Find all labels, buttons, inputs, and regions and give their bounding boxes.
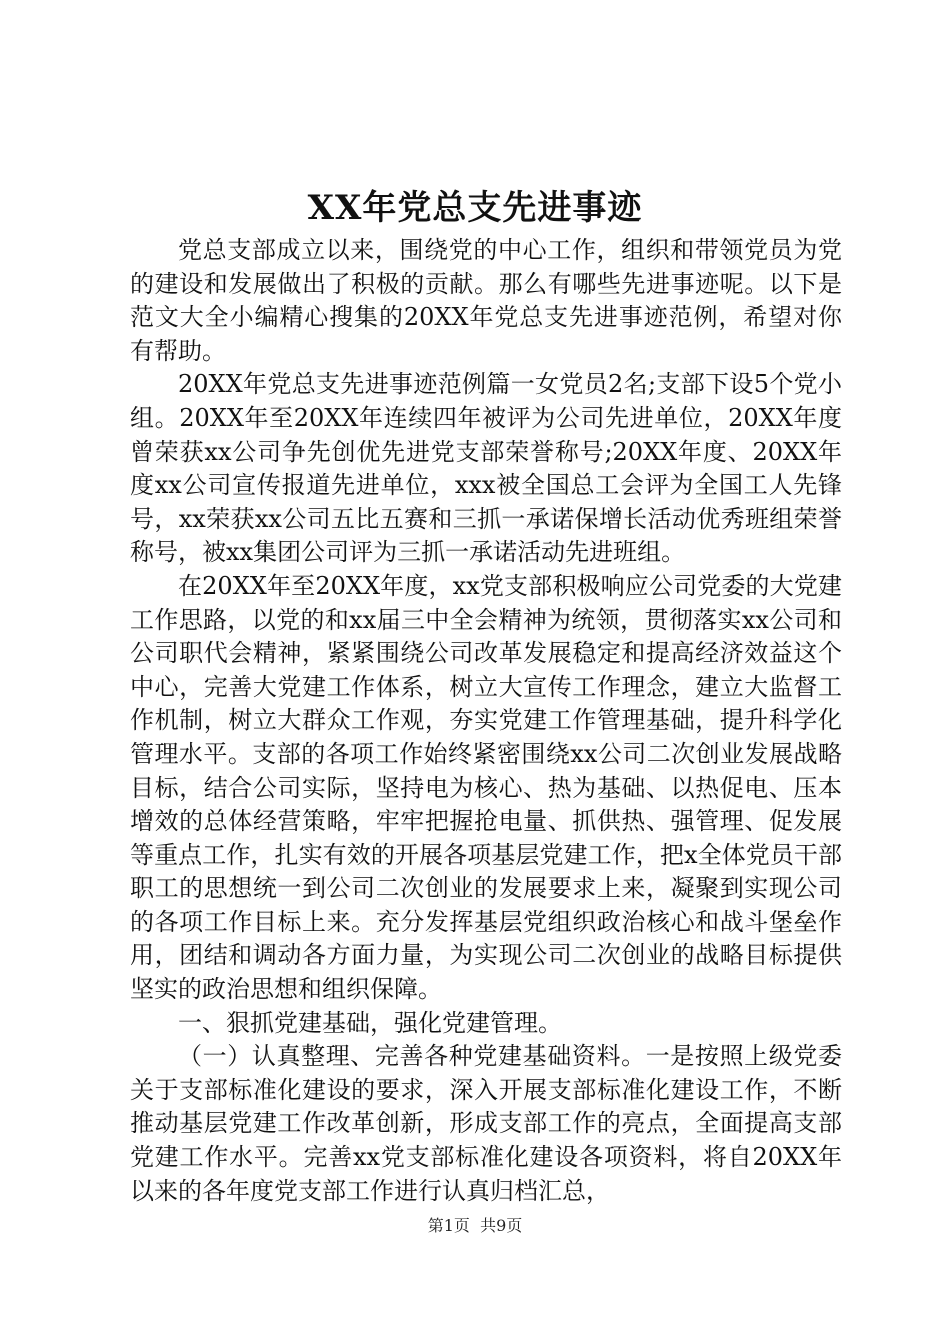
paragraph-intro: 党总支部成立以来，围绕党的中心工作，组织和带领党员为党的建设和发展做出了积极的贡献。那么有哪些先进事迹呢。以下是范文大全小编精心搜集的20XX年党总支先进事迹范例，希望对你有帮助。 — [130, 236, 842, 365]
document-title: XX年党总支先进事迹 — [307, 188, 643, 228]
section-heading-one: 一、狠抓党建基础，强化党建管理。 — [178, 1008, 562, 1037]
page-number-footer: 第1页 共9页 — [427, 1216, 523, 1235]
paragraph-example-one: 20XX年党总支先进事迹范例篇一女党员2名;支部下设5个党小组。20XX年至20XX年连续四年被评为公司先进单位，20XX年度曾荣获xx公司争先创优先进党支部荣誉称号;20XX年度、20XX年度xx公司宣传报道先进单位，xxx被全国总工会评为全国工人先锋号，xx荣获xx公司五比五赛和三抓一承诺保增长活动优秀班组荣誉称号，被xx集团公司评为三抓一承诺活动先进班组。 — [130, 370, 842, 567]
paragraph-party-branch-work: 在20XX年至20XX年度，xx党支部积极响应公司党委的大党建工作思路，以党的和xx届三中全会精神为统领，贯彻落实xx公司和公司职代会精神，紧紧围绕公司改革发展稳定和提高经济效益这个中心，完善大党建工作体系，树立大宣传工作理念，建立大监督工作机制，树立大群众工作观，夯实党建工作管理基础，提升科学化管理水平。支部的各项工作始终紧密围绕xx公司二次创业发展战略目标，结合公司实际，坚持电为核心、热为基础、以热促电、压本增效的总体经营策略，牢牢把握抢电量、抓供热、强管理、促发展等重点工作，扎实有效的开展各项基层党建工作，把x全体党员干部职工的思想统一到公司二次创业的发展要求上来，凝聚到实现公司的各项工作目标上来。充分发挥基层党组织政治核心和战斗堡垒作用，团结和调动各方面力量，为实现公司二次创业的战略目标提供坚实的政治思想和组织保障。 — [130, 571, 842, 1004]
document-body — [130, 234, 842, 1208]
paragraph-subsection-one: （一）认真整理、完善各种党建基础资料。一是按照上级党委关于支部标准化建设的要求，深入开展支部标准化建设工作，不断推动基层党建工作改革创新，形成支部工作的亮点，全面提高支部党建工作水平。完善xx党支部标准化建设各项资料，将自20XX年以来的各年度党支部工作进行认真归档汇总， — [130, 1042, 842, 1205]
